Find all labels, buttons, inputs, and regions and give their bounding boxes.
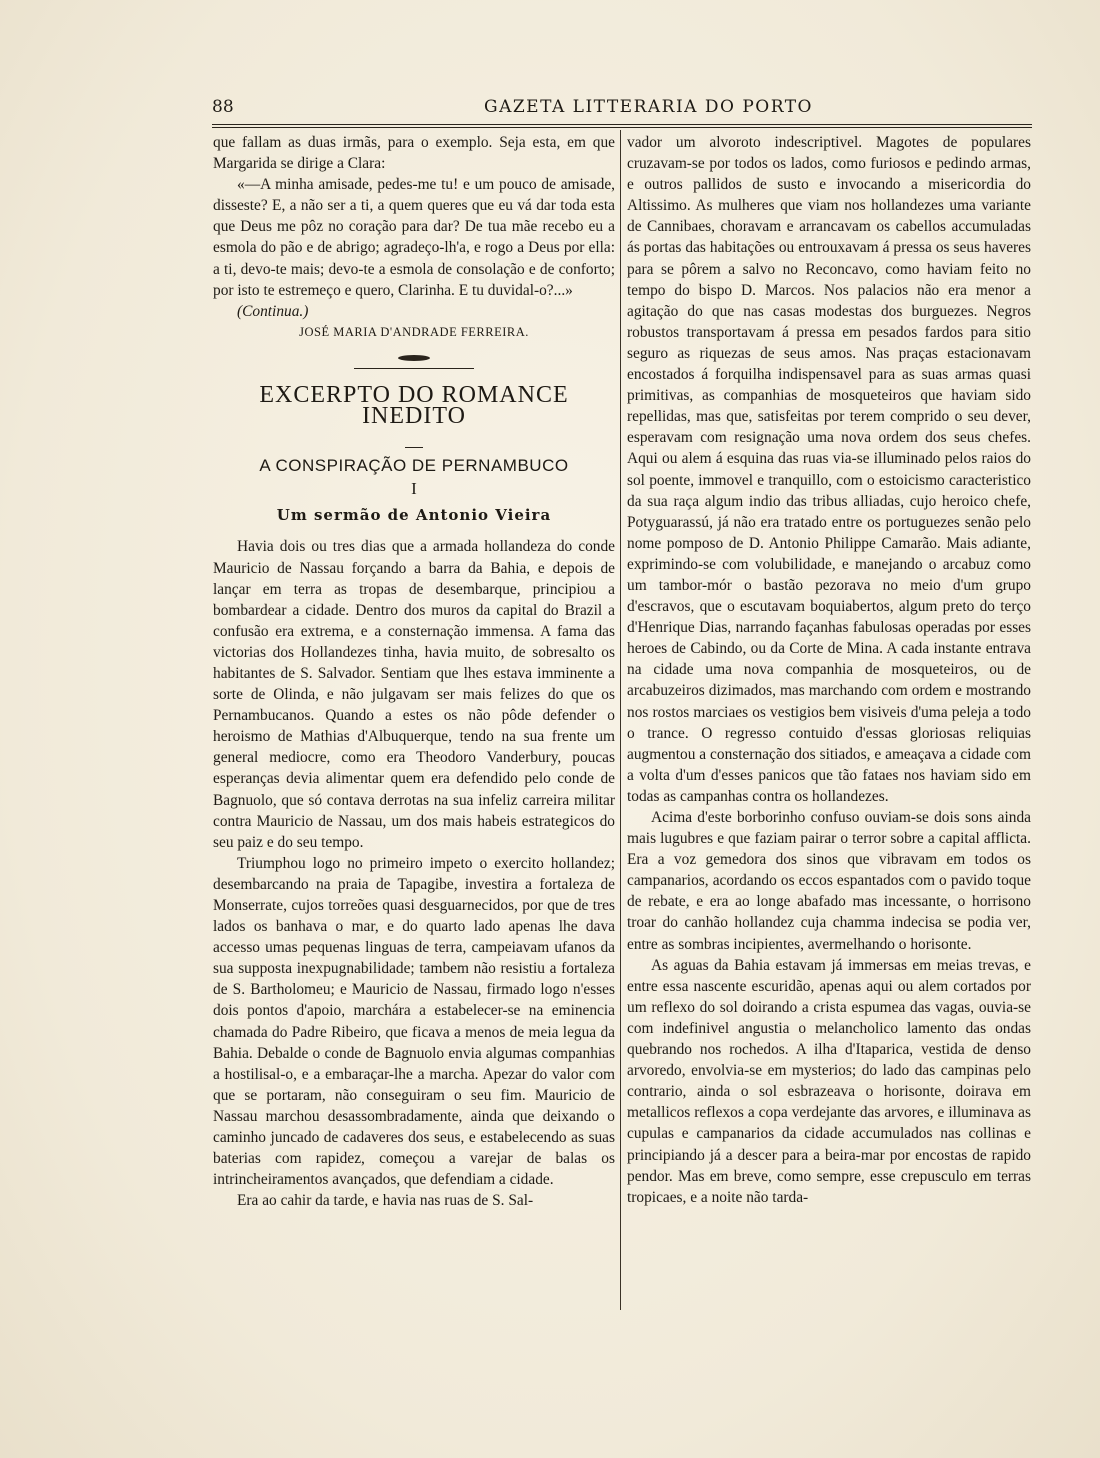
- paragraph: Triumphou logo no primeiro impeto o exercito hollandez; desembarcando na praia de Tapagibe, investira a fortaleza de Monserrate, cujos torreões quasi desguarnecidos, por que de tres lados os banhava o mar, e do quarto lado apenas lhe dava accesso umas pequenas linguas de terra, campeiavam ufanos da sua supposta inexpugnabilidade; tambem não resistiu a fortaleza de S. Bartholomeu; e Mauricio de Nassau, firmado logo n'esses dois pontos d'apoio, marchára a estabelecer-se na eminencia chamada do Padre Ribeiro, que ficava a menos de meia legua da Bahia. Debalde o conde de Bagnuolo envia algumas companhias a hostilisal-o, e a embaraçar-lhe a marcha. Apezar do valor com que se portaram, não conseguiram o seu fim. Mauricio de Nassau marchou desassombradamente, ainda que deixando o caminho juncado de cadaveres dos seus, e estabelecendo as suas baterias com rapidez, começou a varejar de balas os intrincheiramentos avançados, que defendiam a cidade.: [213, 854, 615, 1189]
- ornament-divider: [213, 357, 615, 367]
- chapter-number: I: [411, 479, 417, 499]
- subtitle: A CONSPIRAÇÃO DE PERNAMBUCO: [259, 456, 569, 476]
- page-number: 88: [212, 97, 234, 117]
- section-title: EXCERPTO DO ROMANCE INEDITO: [259, 381, 569, 430]
- author-signature: JOSÉ MARIA D'ANDRADE FERREIRA.: [299, 324, 529, 339]
- journal-title: GAZETA LITTERARIA DO PORTO: [484, 97, 813, 117]
- header-rule: [212, 124, 1032, 128]
- paragraph: vador um alvoroto indescriptivel. Magotes de populares cruzavam-se por todos os lados, como furiosos e pedindo armas, e outros pallidos de susto e invocando a misericordia do Altissimo. As mulheres que viam nos hollandezes uma variante de Cannibaes, choravam e arrancavam os cabellos accumuladas ás portas das habitações ou entrouxavam á pressa os seus haveres para se pôrem a salvo no Reconcavo, como haviam feito no tempo do bispo D. Marcos. Nos palacios não era menor a agitação do que nas casas modestas dos burguezes. Negros robustos transportavam á pressa em pesados fardos para sitio seguro as riquezas de seus amos. Nas praças estacionavam encostados á forquilha indispensavel para as suas armas quasi primitivas, as companhias de mosqueteiros que haviam sido repellidas, mas que, satisfeitas por terem comprido o seu dever, esperavam com resignação uma nova ordem dos seus chefes. Aqui ou alem á esquina das ruas via-se illuminado pelos raios do sol poente, immovel e tranquillo, com o estoicismo caracteristico da sua raça algum indio das tribus alliadas, cujo heroico chefe, Potyguarassú, já não era tratado entre os portuguezes senão pelo nome pomposo de D. Antonio Philippe Camarão. Mais adiante, exprimindo-se com volubilidade, e manejando o arcabuz como um tambor-mór o bastão pezorava no meio d'um grupo d'escravos, que o escutavam boquiabertos, algum preto do terço d'Henrique Dias, narrando façanhas fabulosas operadas por esses heroes de Cabindo, ou da Corte de Mina. A cada instante entrava na cidade uma nova companhia de mosqueteiros, ou de arcabuzeiros dizimados, mas marchando com ordem e mostrando nos rostos marciaes os vestigios bem visiveis d'uma peleja a todo o trance. O regresso contuido d'essas gloriosas reliquias augmentou a consternação dos sitiados, e ameaçava a cidade com a volta d'um d'esses panicos que tão fataes nos haviam sido em todas as campanhas contra os hollandezes.: [627, 134, 1031, 805]
- intro-text: que fallam as duas irmãs, para o exemplo. Seja esta, em que Margarida se dirige a Clara:: [213, 134, 615, 173]
- page-header: [212, 97, 1032, 123]
- right-column: [627, 132, 1031, 1208]
- left-column: [213, 132, 615, 1211]
- chapter-title: Um sermão de Antonio Vieira: [276, 506, 552, 525]
- continua-note: (Continua.): [237, 302, 309, 320]
- paragraph: Era ao cahir da tarde, e havia nas ruas de S. Sal-: [237, 1192, 534, 1210]
- title-dash: [213, 431, 615, 445]
- column-divider: [620, 130, 621, 1310]
- paragraph: As aguas da Bahia estavam já immersas em meias trevas, e entre essa nascente escuridão, apenas aqui ou alem cortados por um reflexo do sol doirando a crista espumea das vagas, ouvia-se com indefinivel angustia o melancholico lamento das ondas quebrando nos rochedos. A ilha d'Itaparica, vestida de denso arvoredo, envolvia-se em mysterios; do lado das campinas pelo contrario, ainda o sol esbrazeava o horisonte, doirava em metallicos reflexos a copa verdejante das arvores, e illuminava as cupulas e campanarios da cidade accumulados nas collinas e principiando já a descer para a beira-mar por encostas de rapido pendor. Mas em breve, como sempre, esse crepusculo em terras tropicaes, e a noite não tarda-: [627, 956, 1031, 1206]
- quote-text: «—A minha amisade, pedes-me tu! e um pouco de amisade, disseste? E, a não ser a ti, a quem queres que eu vá dar toda esta que Deus me pôz no coração para dar? De tua mãe recebo eu a esmola do pão e de abrigo; agradeço-lh'a, e rogo a Deus por ella: a ti, devo-te mais; devo-te a esmola de consolação e de conforto; por isto te estremeço e quero, Clarinha. E tu duvidal-o?...»: [213, 176, 615, 299]
- paragraph: Acima d'este borborinho confuso ouviam-se dois sons ainda mais lugubres e que faziam pairar o terror sobre a capital afflicta. Era a voz gemedora dos sinos que vibravam em todos os campanarios, acordando os eccos espantados com o pavido toque de rebate, e era ao longe abafado mas incessante, o horrisono troar do canhão hollandez cuja chamma indecisa se podia ver, entre as sombras incipientes, avermelhando o horisonte.: [627, 809, 1031, 953]
- paragraph: Havia dois ou tres dias que a armada hollandeza do conde Mauricio de Nassau forçando a barra da Bahia, e depois de lançar em terra as tropas de desembarque, principiou a bombardear a cidade. Dentro dos muros da capital do Brazil a confusão era extrema, e a consternação immensa. A fama das victorias dos Hollandezes tinha, havia muito, de sobresalto os habitantes de S. Salvador. Sentiam que lhes estava imminente a sorte de Olinda, e não julgavam ser mais felizes do que os Pernambucanos. Quando a estes os não pôde defender o heroismo de Mathias d'Albuquerque, tendo na sua frente um general mediocre, como era Theodoro Vanderbury, poucas esperanças devia alimentar quem era defendido pelo conde de Bagnuolo, que só contava derrotas na sua infeliz carreira militar contra Mauricio de Nassau, um dos mais habeis estrategicos do seu paiz e do seu tempo.: [213, 538, 615, 851]
